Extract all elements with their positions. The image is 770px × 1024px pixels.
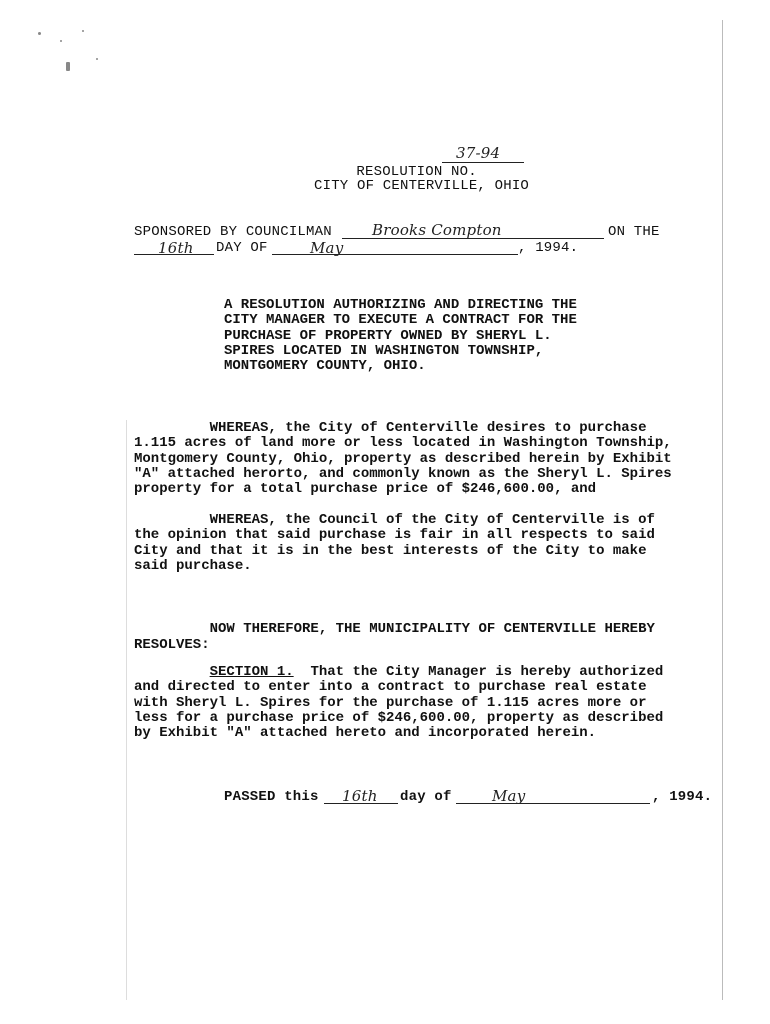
city-heading: CITY OF CENTERVILLE, OHIO	[314, 178, 530, 194]
sponsor-month-blank	[272, 254, 518, 255]
paragraph-line: the opinion that said purchase is fair in all respects to said	[134, 527, 655, 544]
resolution-number-blank	[442, 162, 524, 163]
scan-speck	[96, 58, 98, 60]
sponsor-prefix: SPONSORED BY COUNCILMAN	[134, 224, 332, 240]
passed-day-of: day of	[400, 789, 452, 805]
sponsor-on-the: ON THE	[608, 224, 660, 240]
passed-month: May	[492, 787, 526, 805]
sponsor-month: May	[310, 239, 344, 257]
paragraph-line: with Sheryl L. Spires for the purchase of 1.115 acres more or	[134, 694, 647, 711]
title-line: SPIRES LOCATED IN WASHINGTON TOWNSHIP,	[224, 342, 544, 359]
title-line: A RESOLUTION AUTHORIZING AND DIRECTING THE	[224, 297, 577, 313]
title-line: PURCHASE OF PROPERTY OWNED BY SHERYL L.	[224, 327, 552, 344]
paragraph-line: property for a total purchase price of $246,600.00, and	[134, 481, 597, 498]
whereas-paragraph-1	[134, 421, 714, 497]
resolution-label: RESOLUTION NO.	[356, 164, 477, 180]
paragraph-line: "A" attached herorto, and commonly known as the Sheryl L. Spires	[134, 465, 672, 482]
sponsor-name: Brooks Compton	[372, 221, 502, 239]
section-1-paragraph	[134, 665, 714, 741]
title-line: CITY MANAGER TO EXECUTE A CONTRACT FOR THE	[224, 312, 577, 329]
sponsor-day-of: DAY OF	[216, 240, 268, 256]
scan-speck	[60, 40, 62, 42]
sponsor-day: 16th	[158, 239, 194, 257]
resolution-number: 37-94	[456, 144, 501, 162]
paragraph-line: said purchase.	[134, 557, 252, 574]
passed-month-blank	[456, 803, 650, 804]
passed-prefix: PASSED this	[224, 789, 319, 805]
sponsor-year: , 1994.	[518, 240, 579, 256]
paragraph-line: RESOLVES:	[134, 637, 210, 653]
paragraph-line: by Exhibit "A" attached hereto and incorporated herein.	[134, 725, 597, 742]
paragraph-line: NOW THEREFORE, THE MUNICIPALITY OF CENTERVILLE HEREBY	[134, 621, 655, 637]
paragraph-line: WHEREAS, the City of Centerville desires to purchase	[134, 420, 647, 436]
passed-year: , 1994.	[652, 789, 713, 805]
paragraph-line: Montgomery County, Ohio, property as described herein by Exhibit	[134, 450, 672, 467]
paragraph-line	[134, 665, 714, 680]
paragraph-line: 1.115 acres of land more or less located in Washington Township,	[134, 435, 672, 452]
whereas-paragraph-2	[134, 513, 714, 574]
title-line: MONTGOMERY COUNTY, OHIO.	[224, 358, 426, 375]
scan-speck	[38, 32, 41, 35]
paragraph-line: WHEREAS, the Council of the City of Centerville is of	[134, 512, 655, 528]
scan-speck	[66, 62, 70, 71]
section-1-first-line: That the City Manager is hereby authorized	[293, 664, 664, 680]
passed-day: 16th	[342, 787, 378, 805]
resolution-title	[224, 298, 624, 374]
scan-speck	[82, 30, 84, 32]
scan-margin-line	[722, 20, 723, 1000]
paragraph-line: and directed to enter into a contract to purchase real estate	[134, 679, 647, 696]
scan-margin-line	[126, 420, 127, 1000]
paragraph-line: less for a purchase price of $246,600.00, property as described	[134, 709, 664, 726]
now-therefore-paragraph	[134, 621, 714, 653]
section-1-label: SECTION 1.	[209, 664, 294, 680]
paragraph-line: City and that it is in the best interests of the City to make	[134, 542, 647, 559]
